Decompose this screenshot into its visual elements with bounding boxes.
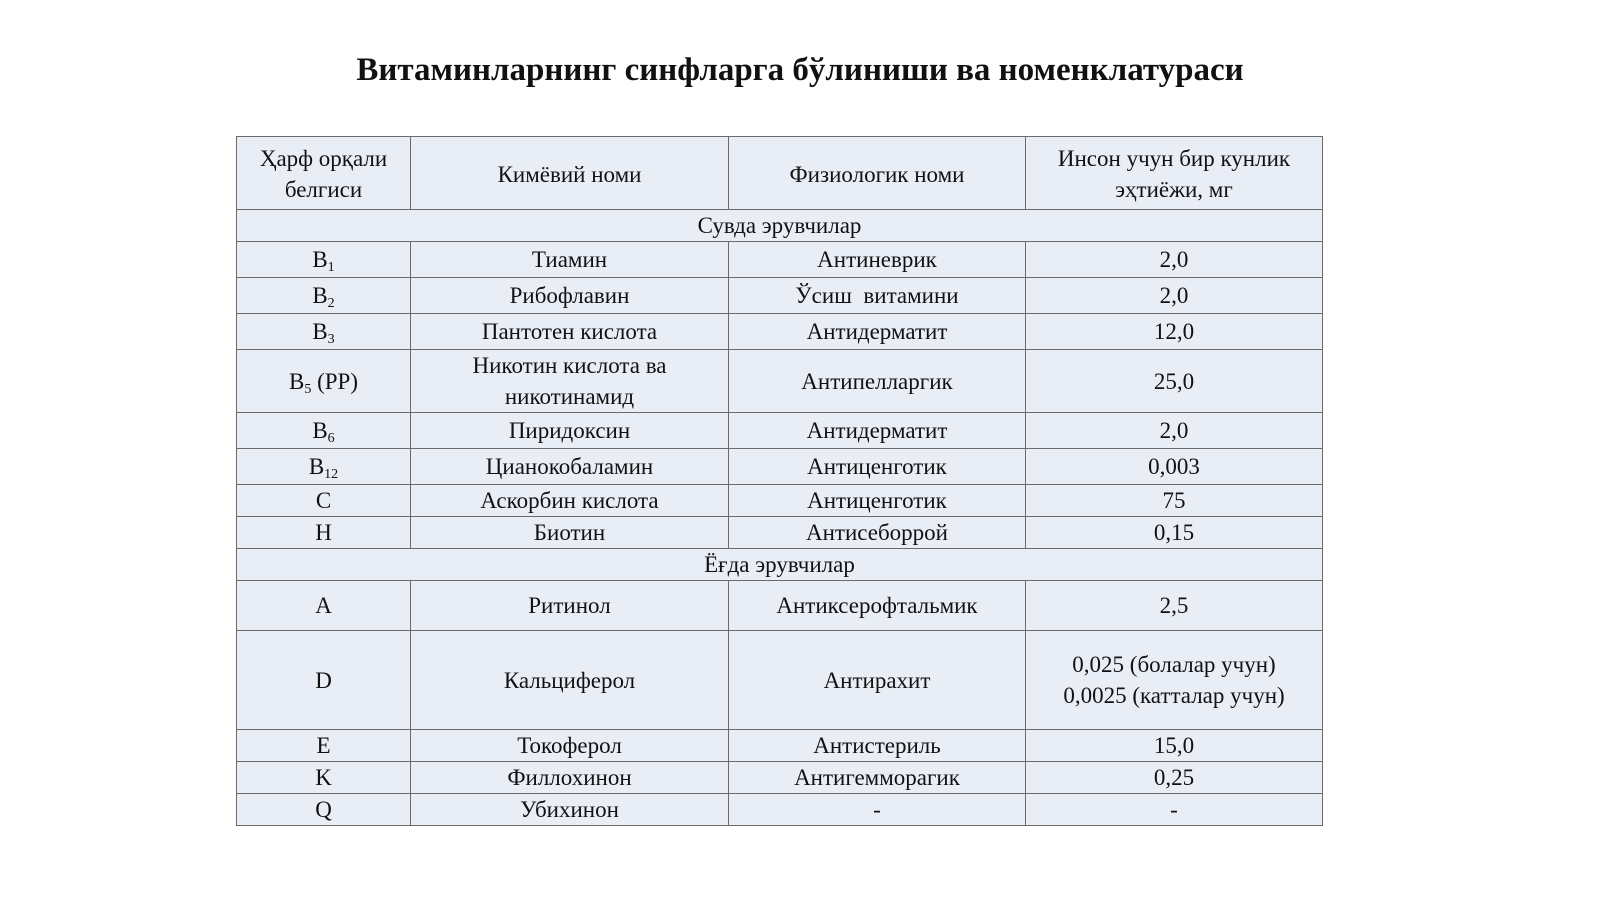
chemical-name: Рибофлавин [411, 278, 729, 314]
physiological-name: Антисеборрой [729, 517, 1026, 549]
daily-need [1026, 730, 1323, 762]
daily-need [1026, 413, 1323, 449]
physiological-name: Ўсиш витамини [729, 278, 1026, 314]
vitamin-letter-subscript: 2 [327, 296, 335, 311]
vitamin-letter [237, 794, 411, 826]
header-physiological-name: Физиологик номи [729, 137, 1026, 210]
header-daily-need: Инсон учун бир кунлик эҳтиёжи, мг [1026, 137, 1323, 210]
physiological-name: Антиценготик [729, 485, 1026, 517]
daily-need [1026, 517, 1323, 549]
vitamin-letter [237, 350, 411, 413]
table-row [237, 314, 1323, 350]
table-row [237, 794, 1323, 826]
table-row [237, 485, 1323, 517]
table-row [237, 517, 1323, 549]
physiological-name: - [729, 794, 1026, 826]
daily-need-value: 0,15 [1153, 520, 1195, 545]
chemical-name: Биотин [411, 517, 729, 549]
vitamin-letter-subscript: 12 [324, 467, 339, 482]
section-heading-row [237, 210, 1323, 242]
physiological-name: Антистериль [729, 730, 1026, 762]
section-heading-row [237, 549, 1323, 581]
vitamin-letter-main: E [316, 733, 331, 758]
vitamin-letter-main: A [315, 593, 332, 618]
vitamin-letter [237, 413, 411, 449]
physiological-name: Антиценготик [729, 449, 1026, 485]
physiological-name: Антипелларгик [729, 350, 1026, 413]
chemical-name: Пантотен кислота [411, 314, 729, 350]
page-title: Витаминларнинг синфларга бўлиниши ва номенклатураси [356, 52, 1244, 88]
daily-need-value: 0,003 [1148, 454, 1200, 479]
table-header-row [237, 137, 1323, 210]
chemical-name: Филлохинон [411, 762, 729, 794]
vitamin-letter-main: Q [315, 797, 332, 822]
chemical-name: Кальциферол [411, 631, 729, 730]
table-row [237, 242, 1323, 278]
daily-need-value: 75 [1162, 488, 1186, 513]
vitamin-letter-subscript: 5 [304, 381, 312, 397]
daily-need [1026, 350, 1323, 413]
daily-need [1026, 631, 1323, 730]
daily-need-value: 0,25 [1153, 765, 1195, 790]
vitamin-letter-main: C [315, 488, 332, 513]
daily-need [1026, 762, 1323, 794]
vitamin-letter-main: B [289, 368, 305, 394]
daily-need-value: 15,0 [1153, 733, 1195, 758]
table-row [237, 581, 1323, 631]
section-heading: Сувда эрувчилар [237, 210, 1323, 242]
table-row [237, 631, 1323, 730]
vitamin-letter [237, 631, 411, 730]
vitamin-letter [237, 581, 411, 631]
table-row [237, 730, 1323, 762]
physiological-name: Антиневрик [729, 242, 1026, 278]
daily-need-value: 0,025 (болалар учун) [1072, 652, 1276, 677]
vitamin-letter [237, 449, 411, 485]
vitamin-letter [237, 314, 411, 350]
physiological-name: Антиксерофтальмик [729, 581, 1026, 631]
vitamin-letter [237, 762, 411, 794]
chemical-name: Цианокобаламин [411, 449, 729, 485]
daily-need-value: 25,0 [1153, 368, 1195, 394]
daily-need [1026, 581, 1323, 631]
chemical-name: Пиридоксин [411, 413, 729, 449]
vitamin-letter-main: H [315, 520, 332, 545]
physiological-name: Антидерматит [729, 413, 1026, 449]
vitamin-letter [237, 278, 411, 314]
vitamin-letter-main: B [312, 247, 328, 272]
header-letter: Ҳарф орқали белгиси [237, 137, 411, 210]
chemical-name: Тиамин [411, 242, 729, 278]
daily-need-value: 2,0 [1159, 283, 1189, 308]
daily-need-value: 2,0 [1159, 247, 1189, 272]
physiological-name: Антидерматит [729, 314, 1026, 350]
daily-need [1026, 242, 1323, 278]
daily-need-value: 2,5 [1159, 593, 1189, 618]
daily-need-value: - [1170, 797, 1178, 822]
daily-need [1026, 794, 1323, 826]
vitamin-letter-subscript: 1 [327, 260, 335, 275]
vitamin-letter [237, 517, 411, 549]
vitamin-letter-subscript: 6 [327, 431, 335, 446]
vitamin-letter [237, 730, 411, 762]
daily-need [1026, 314, 1323, 350]
chemical-name: Токоферол [411, 730, 729, 762]
section-heading: Ёғда эрувчилар [237, 549, 1323, 581]
vitamin-letter-main: D [315, 667, 332, 693]
vitamin-letter-subscript: 3 [327, 332, 335, 347]
vitamin-letter-main: B [312, 283, 328, 308]
chemical-name: Никотин кислота ва никотинамид [411, 350, 729, 413]
vitamin-letter-suffix: (PP) [311, 368, 358, 394]
daily-need-value-2: 0,0025 (катталар учун) [1063, 683, 1285, 708]
chemical-name: Убихинон [411, 794, 729, 826]
daily-need-value: 12,0 [1153, 319, 1195, 344]
daily-need-value: 2,0 [1159, 418, 1189, 443]
vitamin-letter [237, 485, 411, 517]
physiological-name: Антирахит [729, 631, 1026, 730]
vitamin-letter-main: K [315, 765, 332, 790]
table-row [237, 762, 1323, 794]
table-row [237, 413, 1323, 449]
table-row [237, 449, 1323, 485]
vitamin-letter-main: B [312, 418, 328, 443]
vitamin-letter-main: B [308, 454, 325, 479]
physiological-name: Антигемморагик [729, 762, 1026, 794]
daily-need [1026, 449, 1323, 485]
vitamin-letter [237, 242, 411, 278]
chemical-name: Аскорбин кислота [411, 485, 729, 517]
table-row [237, 350, 1323, 413]
table-row [237, 278, 1323, 314]
vitamin-letter-main: B [312, 319, 328, 344]
vitamin-table [236, 136, 1323, 826]
table-body [237, 210, 1323, 826]
daily-need [1026, 278, 1323, 314]
daily-need [1026, 485, 1323, 517]
chemical-name: Ритинол [411, 581, 729, 631]
header-chemical-name: Кимёвий номи [411, 137, 729, 210]
